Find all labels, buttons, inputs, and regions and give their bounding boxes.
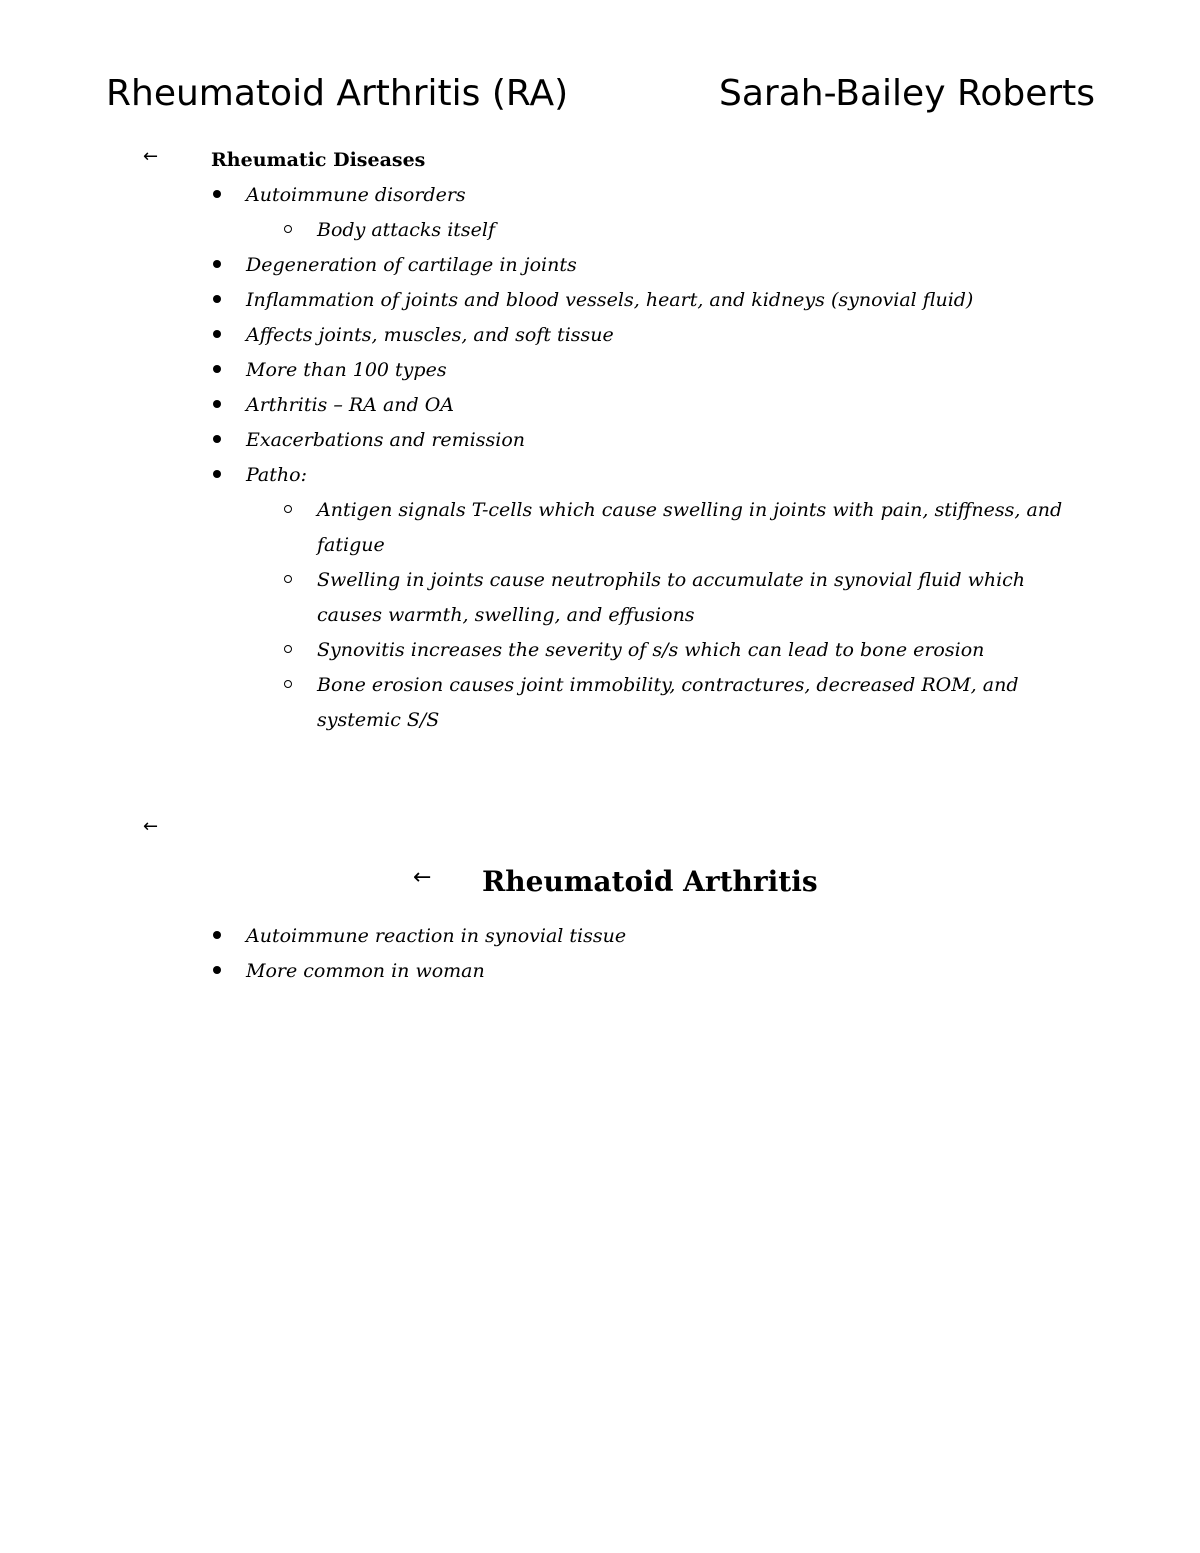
rheumatoid-arthritis-list bbox=[246, 919, 1086, 989]
list-item-text: Inflammation of joints and blood vessels, heart, and kidneys (synovial fluid) bbox=[246, 289, 974, 311]
list-item bbox=[246, 318, 1086, 353]
list-item bbox=[246, 423, 1086, 458]
list-item-text: Exacerbations and remission bbox=[246, 429, 525, 451]
bullet-circle-icon bbox=[284, 575, 292, 583]
list-item bbox=[246, 283, 1086, 318]
bullet-disc-icon bbox=[213, 400, 221, 408]
bullet-disc-icon bbox=[213, 260, 221, 268]
list-item bbox=[246, 388, 1086, 423]
bullet-circle-icon bbox=[284, 645, 292, 653]
list-item-text: Patho: bbox=[246, 464, 307, 486]
bullet-disc-icon bbox=[213, 295, 221, 303]
list-item bbox=[317, 563, 1077, 633]
left-arrow-icon: ← bbox=[143, 146, 159, 167]
list-item-text: Autoimmune disorders bbox=[246, 184, 466, 206]
list-item-text: Synovitis increases the severity of s/s which can lead to bone erosion bbox=[317, 639, 985, 661]
list-item bbox=[317, 633, 1086, 668]
bullet-circle-icon bbox=[284, 680, 292, 688]
left-arrow-icon: ← bbox=[413, 865, 432, 890]
bullet-disc-icon bbox=[213, 931, 221, 939]
list-item bbox=[246, 353, 1086, 388]
list-item bbox=[246, 248, 1086, 283]
document-title: Rheumatoid Arthritis (RA) bbox=[106, 73, 569, 114]
document-author: Sarah-Bailey Roberts bbox=[719, 73, 1096, 114]
list-item bbox=[246, 954, 1086, 989]
section-heading-rheumatoid-arthritis: Rheumatoid Arthritis bbox=[482, 865, 818, 898]
bullet-disc-icon bbox=[213, 470, 221, 478]
list-item-text: Affects joints, muscles, and soft tissue bbox=[246, 324, 614, 346]
list-item bbox=[246, 919, 1086, 954]
list-item bbox=[317, 668, 1077, 738]
list-item-text: Arthritis – RA and OA bbox=[246, 394, 455, 416]
list-item-text: Bone erosion causes joint immobility, contractures, decreased ROM, and systemic S/S bbox=[317, 674, 1019, 731]
section-heading-rheumatic-diseases: Rheumatic Diseases bbox=[211, 149, 426, 171]
list-item-text: More common in woman bbox=[246, 960, 485, 982]
bullet-disc-icon bbox=[213, 435, 221, 443]
list-item-text: Body attacks itself bbox=[317, 219, 496, 241]
list-item bbox=[317, 213, 1086, 248]
list-item-text: Swelling in joints cause neutrophils to accumulate in synovial fluid which causes warmth, swelling, and effusions bbox=[317, 569, 1026, 626]
bullet-disc-icon bbox=[213, 330, 221, 338]
list-item bbox=[246, 458, 1086, 493]
list-item-text: Autoimmune reaction in synovial tissue bbox=[246, 925, 627, 947]
rheumatic-diseases-list bbox=[246, 178, 1086, 738]
left-arrow-icon: ← bbox=[143, 816, 159, 837]
bullet-disc-icon bbox=[213, 190, 221, 198]
list-item-text: Antigen signals T-cells which cause swelling in joints with pain, stiffness, and fatigue bbox=[317, 499, 1063, 556]
bullet-disc-icon bbox=[213, 966, 221, 974]
bullet-circle-icon bbox=[284, 225, 292, 233]
list-item bbox=[246, 178, 1086, 213]
bullet-circle-icon bbox=[284, 505, 292, 513]
list-item-text: Degeneration of cartilage in joints bbox=[246, 254, 577, 276]
bullet-disc-icon bbox=[213, 365, 221, 373]
list-item-text: More than 100 types bbox=[246, 359, 447, 381]
list-item bbox=[317, 493, 1077, 563]
